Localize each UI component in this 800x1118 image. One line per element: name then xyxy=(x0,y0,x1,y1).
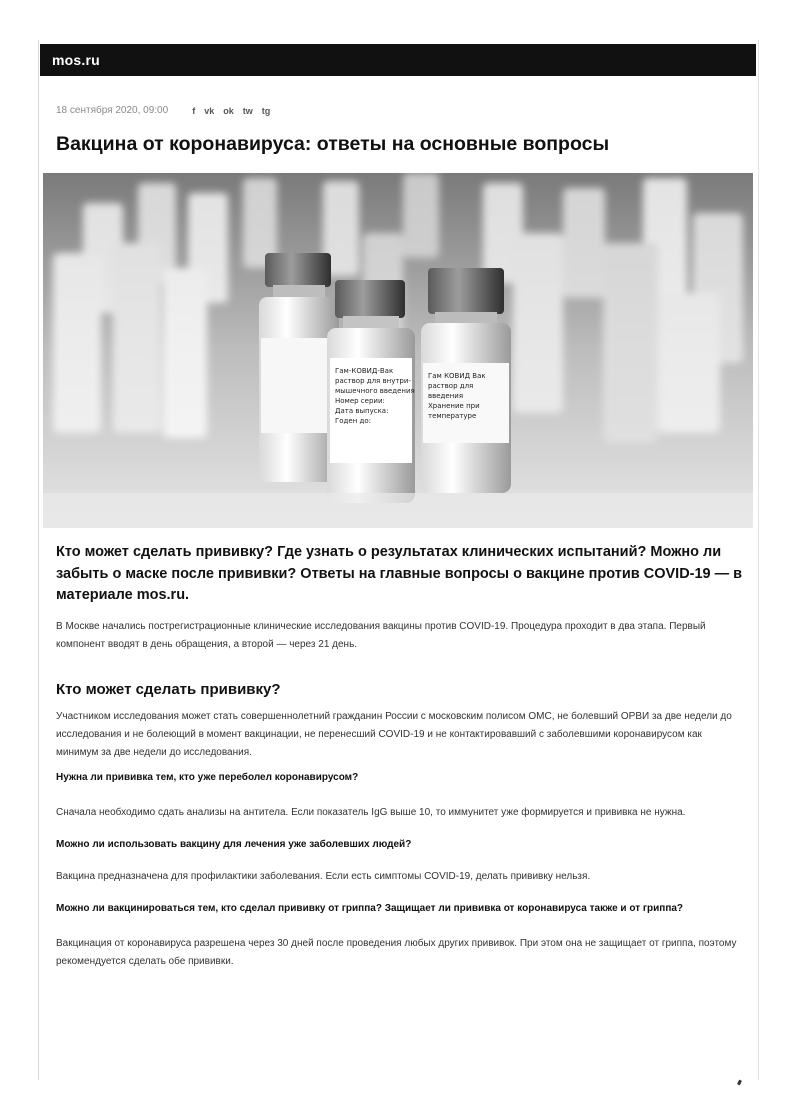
article-meta xyxy=(56,105,270,116)
vial-label-line: Дата выпуска: xyxy=(335,407,389,415)
answer-1: Сначала необходимо сдать анализы на антитела. Если показатель IgG выше 10, то иммунитет уже формируется и прививка не нужна. xyxy=(56,807,686,818)
vial-label-line: раствор для внутри- xyxy=(335,377,411,385)
article-lead: Кто может сделать прививку? Где узнать о результатах клинических испытаний? Можно ли забыть о маске после прививки? Ответы на главные вопросы о вакцине против COVID-19 — в материале mos.ru. xyxy=(56,544,743,603)
question-2: Можно ли использовать вакцину для лечения уже заболевших людей? xyxy=(56,839,412,850)
odnoklassniki-icon[interactable]: ok xyxy=(223,105,234,116)
vial-label-line: введения xyxy=(428,392,464,400)
vial-label-line: раствор для xyxy=(428,382,474,390)
share-bar xyxy=(192,106,270,116)
vaccine-vials-photo xyxy=(43,173,753,528)
question-3: Можно ли вакцинироваться тем, кто сделал прививку от гриппа? Защищает ли прививка от коронавируса также и от гриппа? xyxy=(56,903,684,914)
facebook-icon[interactable]: f xyxy=(192,105,196,116)
vial-label-line: температуре xyxy=(428,412,477,420)
twitter-icon[interactable]: tw xyxy=(242,105,253,116)
vk-icon[interactable]: vk xyxy=(204,105,215,116)
publish-date: 18 сентября 2020, 09:00 xyxy=(56,105,169,116)
article-title: Вакцина от коронавируса: ответы на основные вопросы xyxy=(56,133,610,155)
site-logo[interactable]: mos.ru xyxy=(52,52,100,68)
intro-paragraph: В Москве начались пострегистрационные клинические исследования вакцины против COVID-19. Процедура проходит в два этапа. Первый компонент вводят в день обращения, а второй — через 21 день. xyxy=(56,621,706,650)
answer-3: Вакцинация от коронавируса разрешена через 30 дней после проведения любых других прививок. При этом она не защищает от гриппа, поэтому рекомендуется сделать обе прививки. xyxy=(56,938,737,967)
section-heading: Кто может сделать прививку? xyxy=(56,681,281,698)
vial-label-line: Номер серии: xyxy=(335,397,385,405)
vial-label-line: Гам КОВИД Вак xyxy=(428,372,486,380)
question-1: Нужна ли прививка тем, кто уже переболел коронавирусом? xyxy=(56,772,359,783)
vial-label-line: мышечного введения xyxy=(335,387,415,395)
hero-image xyxy=(43,173,753,528)
vial-label-line: Годен до: xyxy=(335,417,371,425)
vial-label-line: Хранение при xyxy=(428,402,480,410)
scan-mark xyxy=(737,1080,742,1086)
section-paragraph: Участником исследования может стать совершеннолетний гражданин России с московским полисом ОМС, не болевший ОРВИ за две недели до исследования и не болеющий в момент вакцинации, не перенесший COVID-19 и не контактировавший с заболевшими коронавирусом как минимум за две недели до исследования. xyxy=(56,711,732,758)
telegram-icon[interactable]: tg xyxy=(261,105,271,116)
vial-label-line: Гам-КОВИД-Вак xyxy=(335,367,394,375)
site-header xyxy=(40,44,756,76)
answer-2: Вакцина предназначена для профилактики заболевания. Если есть симптомы COVID-19, делать прививку нельзя. xyxy=(56,871,591,882)
